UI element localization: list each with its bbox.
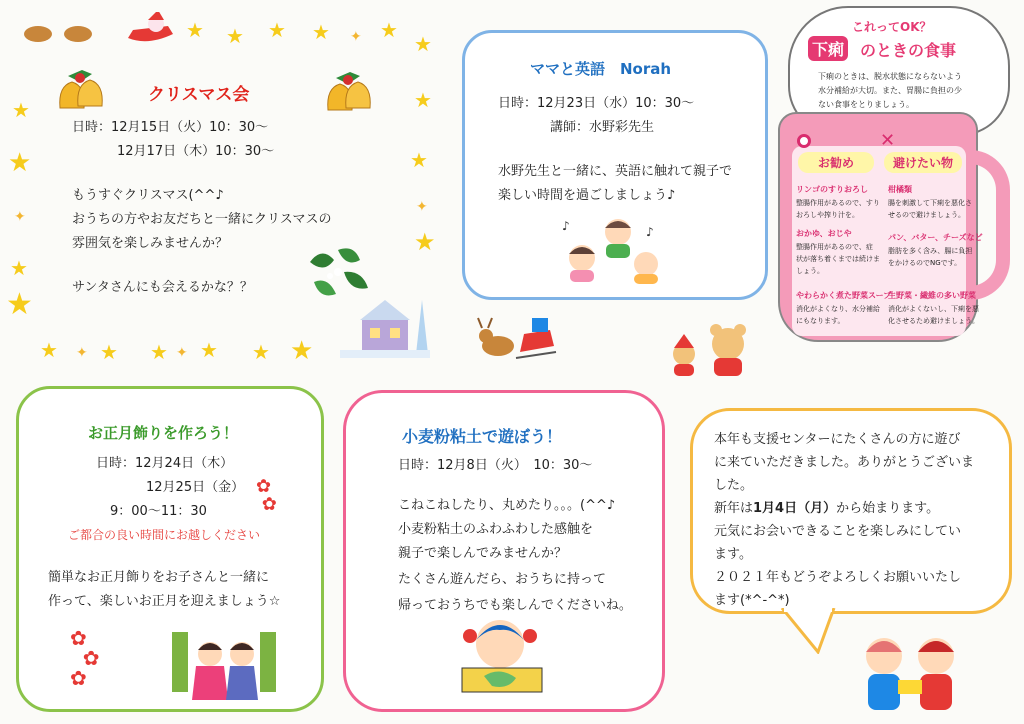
star-icon: ★ <box>268 18 286 42</box>
bad-item-name: 生野菜・繊維の多い野菜 <box>888 291 976 300</box>
christmas-body-5: サンタさんにも会えるかな？？ <box>72 280 253 295</box>
message-line-4 <box>714 497 939 521</box>
sparkle-icon: ✦ <box>176 345 188 361</box>
sparkle-icon: ✦ <box>76 345 88 361</box>
clay-body-2: 小麦粉粘土のふわふわした感触を <box>398 522 594 537</box>
star-icon: ★ <box>40 338 58 362</box>
bad-item-desc: 腸を刺激して下痢を悪化さ <box>888 199 972 207</box>
good-item-desc: 消化がよくなり、水分補給 <box>796 305 880 313</box>
bad-item-desc: をかけるのでNGです。 <box>888 259 962 267</box>
bear-santa-illustration <box>658 318 758 382</box>
sparkle-icon: ✦ <box>350 29 362 45</box>
plum-blossom-icon: ✿ ✿ ✿ <box>70 626 100 690</box>
christmas-date-1: 日時：12月15日（火）10：30～ <box>72 120 269 135</box>
bad-item-name: 柑橘類 <box>888 185 912 194</box>
english-body-2: 楽しい時間を過ごしましょう♪ <box>498 188 676 203</box>
star-icon: ★ <box>414 88 432 112</box>
english-teacher: 講師：水野彩先生 <box>550 120 655 135</box>
santa-sleigh-illustration <box>8 12 178 46</box>
snowy-house-illustration <box>340 290 430 364</box>
newyear-date-1: 日時：12月24日（木） <box>96 456 234 471</box>
message-line-4-pre: 新年は <box>714 501 754 516</box>
christmas-body-2: おうちの方やお友だちと一緒にクリスマスの <box>72 212 332 227</box>
diarrhea-intro-2: 水分補給が大切。また、胃腸に負担の少 <box>818 86 962 95</box>
sparkle-icon: ✦ <box>14 209 26 225</box>
bad-item-name: パン、バター、チーズなど <box>888 233 983 242</box>
good-item-name: やわらかく煮た野菜スープ <box>796 291 892 300</box>
christmas-body-1: もうすぐクリスマス(^^♪ <box>72 188 224 203</box>
plum-blossom-icon: ✿ ✿ <box>256 476 277 515</box>
good-mark-icon <box>797 134 811 148</box>
message-line-8: ます(*^-^*) <box>714 593 790 608</box>
clay-body-4: たくさん遊んだら、おうちに持って <box>398 572 607 587</box>
clay-title: 小麦粉粘土で遊ぼう！ <box>402 427 563 446</box>
star-icon: ★ <box>252 340 270 364</box>
diarrhea-top: これってOK？ <box>852 20 932 34</box>
svg-text:♪: ♪ <box>562 219 570 233</box>
cup-handle <box>962 150 1010 300</box>
christmas-date-2: 12月17日（木）10：30～ <box>117 144 275 159</box>
star-icon: ★ <box>414 228 436 256</box>
bad-mark-icon: ✕ <box>880 130 896 151</box>
newyear-date-2: 12月25日（金） <box>146 480 245 495</box>
clay-body-5: 帰っておうちでも楽しんでくださいね。 <box>398 598 632 613</box>
reindeer-sleigh-illustration <box>470 312 560 372</box>
svg-text:♪: ♪ <box>646 225 654 239</box>
bells-icon <box>52 68 108 118</box>
bad-item-desc: 化させるため避けましょう。 <box>888 317 979 325</box>
clay-date: 日時：12月8日（火） 10：30～ <box>398 458 593 473</box>
bad-label: 避けたい物 <box>884 152 962 173</box>
christmas-body-3: 雰囲気を楽しみませんか？ <box>72 236 229 251</box>
clay-body-1: こねこねしたり、丸めたり。。。(^^♪ <box>398 498 616 513</box>
diarrhea-title: のときの食事 <box>860 41 957 60</box>
good-item-name: おかゆ、おじや <box>796 229 852 238</box>
newyear-body-1: 簡単なお正月飾りをお子さんと一緒に <box>48 570 270 585</box>
bad-item-desc: 消化がよくないし、下痢を悪 <box>888 305 979 313</box>
message-line-5: 元気にお会いできることを楽しみにしてい <box>714 524 962 539</box>
singing-children-illustration <box>560 214 670 288</box>
clay-body-3: 親子で楽しんでみませんか？ <box>398 546 568 561</box>
message-line-4-post: から始まります。 <box>836 501 940 516</box>
message-line-3: した。 <box>714 478 754 493</box>
bubble-tail <box>780 608 850 658</box>
diarrhea-intro-3: ない食事をとりましょう。 <box>818 100 914 109</box>
star-icon: ★ <box>150 340 168 364</box>
reopen-date: 1月4日（月） <box>753 501 837 516</box>
good-item-desc: 整腸作用があるので、すり <box>796 199 880 207</box>
new-year-couple-illustration <box>850 628 970 718</box>
english-date: 日時：12月23日（水）10：30～ <box>498 96 695 111</box>
star-icon: ★ <box>12 98 30 122</box>
bad-item-desc: 脂肪を多く含み、腸に負担 <box>888 247 973 255</box>
star-icon: ★ <box>6 287 33 322</box>
star-icon: ★ <box>290 336 314 366</box>
clay-girl-illustration <box>448 614 558 702</box>
diarrhea-intro-1: 下痢のときは、脱水状態にならないよう <box>818 72 962 81</box>
newyear-time: 9：00～11：30 <box>110 504 207 519</box>
good-item-desc: 状が落ち着くまでは続けま <box>796 255 880 263</box>
sparkle-icon: ✦ <box>416 199 428 215</box>
good-item-name: リンゴのすりおろし <box>796 185 868 194</box>
newyear-note: ご都合の良い時間にお越しください <box>68 528 261 542</box>
good-item-desc: しょう。 <box>796 267 824 275</box>
star-icon: ★ <box>8 148 32 178</box>
christmas-title: クリスマス会 <box>148 85 250 105</box>
star-icon: ★ <box>186 18 204 42</box>
good-item-desc: 整腸作用があるので、症 <box>796 243 873 251</box>
star-icon: ★ <box>226 24 244 48</box>
message-line-7: ２０２１年もどうぞよろしくお願いいたし <box>714 570 962 585</box>
star-icon: ★ <box>100 340 118 364</box>
good-item-desc: おろしや搾り汁を。 <box>796 211 859 219</box>
star-icon: ★ <box>312 20 330 44</box>
star-icon: ★ <box>414 32 432 56</box>
bad-item-desc: せるので避けましょう。 <box>888 211 965 219</box>
message-line-1: 本年も支援センターにたくさんの方に遊び <box>714 432 961 447</box>
star-icon: ★ <box>200 338 218 362</box>
english-body-1: 水野先生と一緒に、英語に触れて親子で <box>498 164 733 179</box>
diarrhea-title-char: 下痢 <box>808 36 848 61</box>
bells-icon <box>320 70 376 120</box>
star-icon: ★ <box>10 256 28 280</box>
star-icon: ★ <box>410 148 428 172</box>
good-item-desc: にもなります。 <box>796 317 845 325</box>
good-label: お勧め <box>798 152 874 173</box>
newyear-body-2: 作って、楽しいお正月を迎えましょう☆ <box>48 594 281 609</box>
newyear-title: お正月飾りを作ろう！ <box>88 424 239 442</box>
message-line-2: に来ていただきました。ありがとうございま <box>714 455 975 470</box>
message-line-6: ます。 <box>714 547 752 562</box>
star-icon: ★ <box>380 18 398 42</box>
english-title: ママと英語 Norah <box>530 60 672 78</box>
kimono-children-illustration <box>170 622 280 708</box>
